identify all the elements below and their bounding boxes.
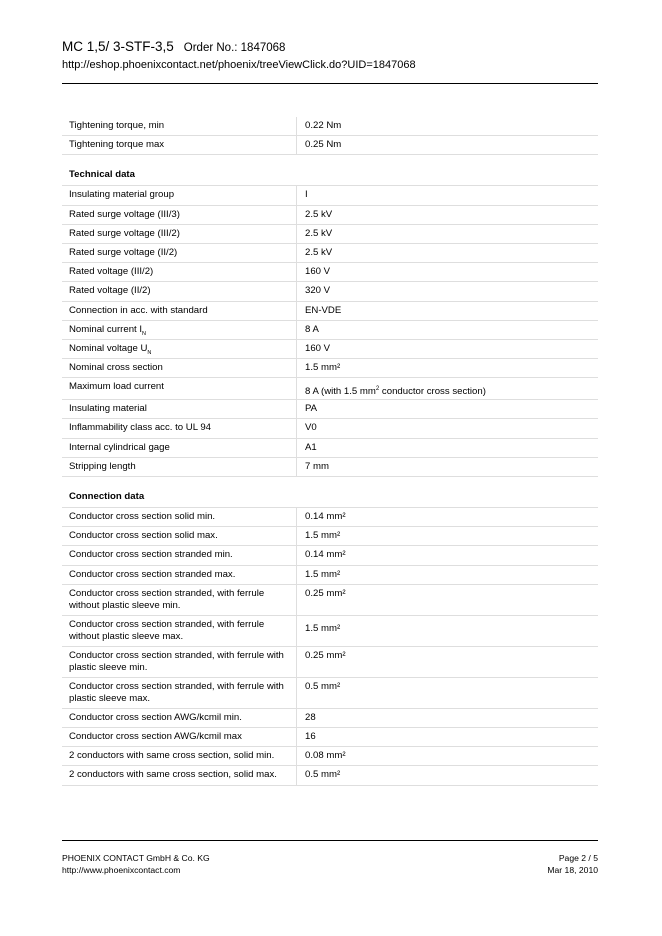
table-row [62,378,598,400]
footer-right [547,853,598,876]
table-row [62,359,598,378]
row-value: 320 V [296,282,598,300]
row-label [62,321,296,339]
table-row [62,206,598,225]
footer-left [62,853,210,876]
value-superscript: 2 [375,386,380,393]
label-subscript: N [147,349,152,356]
section-title: Technical data [69,169,135,181]
row-value: 8 A [296,321,598,339]
row-label: Stripping length [69,460,136,472]
row-value: 7 mm [296,458,598,476]
value-text-pre: 8 A (with 1.5 mm [305,386,376,398]
section-title: Connection data [69,491,145,502]
row-label [62,340,296,358]
row-label: Rated voltage (III/2) [69,266,154,278]
row-label: Rated surge voltage (III/3) [69,208,180,220]
row-value: I [296,186,598,204]
row-label: Rated surge voltage (III/2) [69,227,180,239]
row-value: 0.25 Nm [296,136,598,154]
row-label: Insulating material [69,403,147,415]
table-row [62,566,598,585]
table-row [62,136,598,155]
table-row [62,419,598,438]
table-row [62,117,598,136]
row-label: Conductor cross section AWG/kcmil min. [69,711,242,723]
row-value-text: 1.5 mm² [305,622,341,634]
table-row [62,321,598,340]
table-row [62,244,598,263]
row-label: Connection in acc. with standard [69,304,208,316]
table-row [62,186,598,205]
section-header-connection [62,477,598,508]
table-row [62,340,598,359]
row-label: Conductor cross section solid min. [69,511,216,522]
table-row [62,527,598,546]
row-label: Conductor cross section solid max. [69,530,218,542]
table-row [62,585,598,616]
row-label: Tightening torque, min [69,120,165,131]
row-value: 2.5 kV [296,225,598,243]
table-row [62,282,598,301]
order-number: Order No.: 1847068 [183,42,286,54]
row-value [296,378,598,399]
table-row [62,728,598,747]
row-value: 0.25 mm² [296,585,598,615]
row-value: 0.14 mm² [296,508,598,526]
footer-divider [62,840,598,841]
row-value: 0.08 mm² [296,747,598,765]
table-row [62,508,598,527]
title-line [62,38,598,57]
table-row [62,766,598,785]
row-value: A1 [296,439,598,457]
table-row [62,647,598,678]
row-label: Maximum load current [69,381,164,393]
table-row [62,400,598,419]
row-label: Conductor cross section AWG/kcmil max [69,730,242,742]
row-value: 2.5 kV [296,244,598,262]
row-label: Conductor cross section stranded max. [69,568,236,580]
row-value: EN-VDE [296,302,598,320]
product-name: MC 1,5/ 3-STF-3,5 [62,39,174,54]
row-value: 0.5 mm² [296,678,598,708]
table-row [62,225,598,244]
row-label: Conductor cross section stranded, with ferrule without plastic sleeve max. [69,618,265,642]
spec-table [62,117,598,786]
value-text-post: conductor cross section) [379,386,486,398]
row-label: Rated voltage (II/2) [69,285,151,297]
value-wrapper [305,381,598,398]
row-label: Conductor cross section stranded, with ferrule without plastic sleeve min. [69,587,265,611]
row-label: Conductor cross section stranded, with ferrule with plastic sleeve min. [69,649,284,673]
row-label: 2 conductors with same cross section, solid min. [69,750,275,762]
row-label: Internal cylindrical gage [69,441,170,453]
row-value: 160 V [296,263,598,281]
table-row [62,458,598,477]
footer-website[interactable]: http://www.phoenixcontact.com [62,864,181,875]
row-label: 2 conductors with same cross section, solid max. [69,769,277,781]
table-row [62,546,598,565]
row-label: Tightening torque max [69,139,165,151]
table-row [62,747,598,766]
row-value [296,616,598,646]
row-label: Insulating material group [69,189,175,201]
row-label: Inflammability class acc. to UL 94 [69,422,212,434]
label-subscript: N [142,330,147,337]
table-row [62,709,598,728]
row-value: 16 [296,728,598,746]
row-label: Conductor cross section stranded min. [69,549,233,561]
header-divider [62,83,598,84]
row-value: 0.25 mm² [296,647,598,677]
row-value: PA [296,400,598,418]
footer-page: Page 2 / 5 [558,853,598,863]
footer-company: PHOENIX CONTACT GmbH & Co. KG [62,853,210,863]
product-url[interactable]: http://eshop.phoenixcontact.net/phoenix/treeViewClick.do?UID=1847068 [62,59,416,71]
row-label: Nominal cross section [69,362,163,374]
row-value: 1.5 mm² [296,566,598,584]
row-label: Rated surge voltage (II/2) [69,246,178,258]
section-header-technical [62,155,598,186]
table-row [62,616,598,647]
footer-date: Mar 18, 2010 [547,864,598,875]
label-text: Nominal voltage U [69,342,148,354]
row-value: 0.22 Nm [296,117,598,135]
row-value: 1.5 mm² [296,359,598,377]
row-value: 0.14 mm² [296,546,598,564]
row-value: 0.5 mm² [296,766,598,784]
row-label: Conductor cross section stranded, with ferrule with plastic sleeve max. [69,680,284,704]
row-value: V0 [296,419,598,437]
page-header [62,38,598,72]
row-value: 2.5 kV [296,206,598,224]
row-value: 160 V [296,340,598,358]
label-text: Nominal current I [69,323,143,335]
row-value: 1.5 mm² [296,527,598,545]
table-row [62,263,598,282]
table-row [62,302,598,321]
table-row [62,439,598,458]
table-row [62,678,598,709]
row-value: 28 [296,709,598,727]
